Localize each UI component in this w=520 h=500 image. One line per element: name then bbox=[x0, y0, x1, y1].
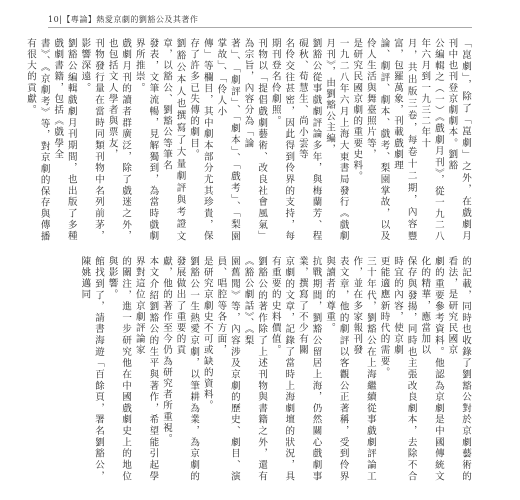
header-divider bbox=[48, 27, 472, 28]
text-column: 館找到了，請書海遊「百餘頁，署名劉豁公，陳姚邁同 bbox=[79, 256, 104, 482]
text-column: 劉豁公本人也撰寫了大量劇評與考證文章，以豁公、劉豁公等筆名 bbox=[160, 38, 186, 242]
text-column: 劉豁公一生熱愛京劇，以筆耕為業，為京劇的發展做出了重要的貢 bbox=[174, 256, 200, 482]
text-column: 刊物以「提倡戲劇藝術、改良社會風氣」為宗旨，內容分為「論 bbox=[242, 38, 268, 242]
text-column: 三十年代，劉豁公在上海繼續從事戲劇評論工作，並在多家報刊發 bbox=[351, 256, 376, 482]
text-column: 月，共出版三卷，每卷十二期，內容豐富，包羅萬象，刊載戲劇理 bbox=[392, 38, 417, 242]
text-column: 本文介紹劉豁公的生平與著作，希望能引起學界對這位京劇評論家 bbox=[133, 256, 159, 482]
text-column: 是研究民國京劇的重要史料。 bbox=[351, 38, 363, 183]
text-column: 保存與發揚，同時也主張改良劇本，去除不合時宜的內容，使京劇 bbox=[392, 256, 417, 482]
text-column: 的記載，同時也收錄了劉豁公對於京劇藝術的看法，是研究民國京 bbox=[446, 256, 471, 482]
text-column: 戲劇月刊的讀者群廣泛，除了戲迷之外，也包括文人學者與票友， bbox=[106, 38, 132, 242]
text-column: 的關注，進一步研究他在中國戲劇史上的地位與影響。 bbox=[106, 256, 132, 482]
text-column: 「崑劇」，除了「崑劇」之外，在戲劇月刊中也刊登京劇劇本。劉豁 bbox=[446, 38, 471, 242]
text-column: 劉豁公的著作除了上述刊物與書籍之外，還有《豁公劇話》、《梨 bbox=[242, 256, 268, 482]
text-column: 劉豁公編輯戲劇月刊期間，也出版了多種戲劇書籍，包括《戲學全 bbox=[52, 38, 77, 242]
text-column: 是研究京劇史不可或缺的資料。 bbox=[201, 256, 213, 412]
text-column: 公編輯之（一）《戲劇月刊》，從一九二八年六月到一九三二年十 bbox=[419, 38, 444, 242]
text-column: 刊物發行量在當時同類刊物中名列前茅，影響深遠。 bbox=[79, 38, 104, 242]
body-text-upper-block bbox=[25, 38, 472, 242]
text-column: 一九二八年六月上海大東書局發行《戲劇月刊》，由劉豁公主編， bbox=[324, 38, 349, 242]
text-column: 抗戰期間，劉豁公留居上海，仍然關心戲劇事業，撰寫了不少有關 bbox=[296, 256, 322, 482]
text-column: 名伶交往甚密，因此得到伶界的支持，每期刊登名伶劇照。 bbox=[269, 38, 295, 242]
text-column: 論、劇評、劇本、戲考、梨園掌故，以及伶人生活與舞臺照片等， bbox=[364, 38, 390, 242]
text-column: 劇的重要參考資料。他認為京劇是中國傳統文化的精華，應當加以 bbox=[419, 256, 444, 482]
text-column: 書》、《京劇考》等，對京劇的保存與傳播有很大的貢獻。 bbox=[25, 38, 50, 242]
text-column: 更能適應新時代的需要。 bbox=[378, 256, 390, 379]
text-column: 獻，他的著作至今仍為研究者所重視。 bbox=[160, 256, 172, 445]
body-text-lower-block bbox=[48, 256, 472, 482]
text-column: 著」、「劇評」、「劇本」、「戲考」、「梨園掌故」、「伶人小 bbox=[215, 38, 240, 242]
text-column: 表文章，他的劇評以客觀公正著稱，受到伶界與讀者的尊重。 bbox=[324, 256, 349, 482]
text-column: 發表，文筆流暢，見解獨到，為當時戲劇界所推崇。 bbox=[133, 38, 159, 242]
text-column: 園舊聞》等，內容涉及京劇的歷史、劇目、演員、唱腔等各方面， bbox=[215, 256, 240, 482]
running-header: 10|【專論】熱愛京劇的劉豁公及其著作 bbox=[48, 15, 199, 24]
text-column: 傳」等欄目，其中劇本部分尤其珍貴，保存了許多已失傳的劇目。 bbox=[188, 38, 213, 242]
text-column: 京劇的文章，記錄了當時上海劇壇的狀況，具有重要的史料價值。 bbox=[269, 256, 295, 482]
text-column: 劉豁公從事戲劇評論多年，與梅蘭芳、程硯秋、荀慧生、尚小雲等 bbox=[296, 38, 322, 242]
